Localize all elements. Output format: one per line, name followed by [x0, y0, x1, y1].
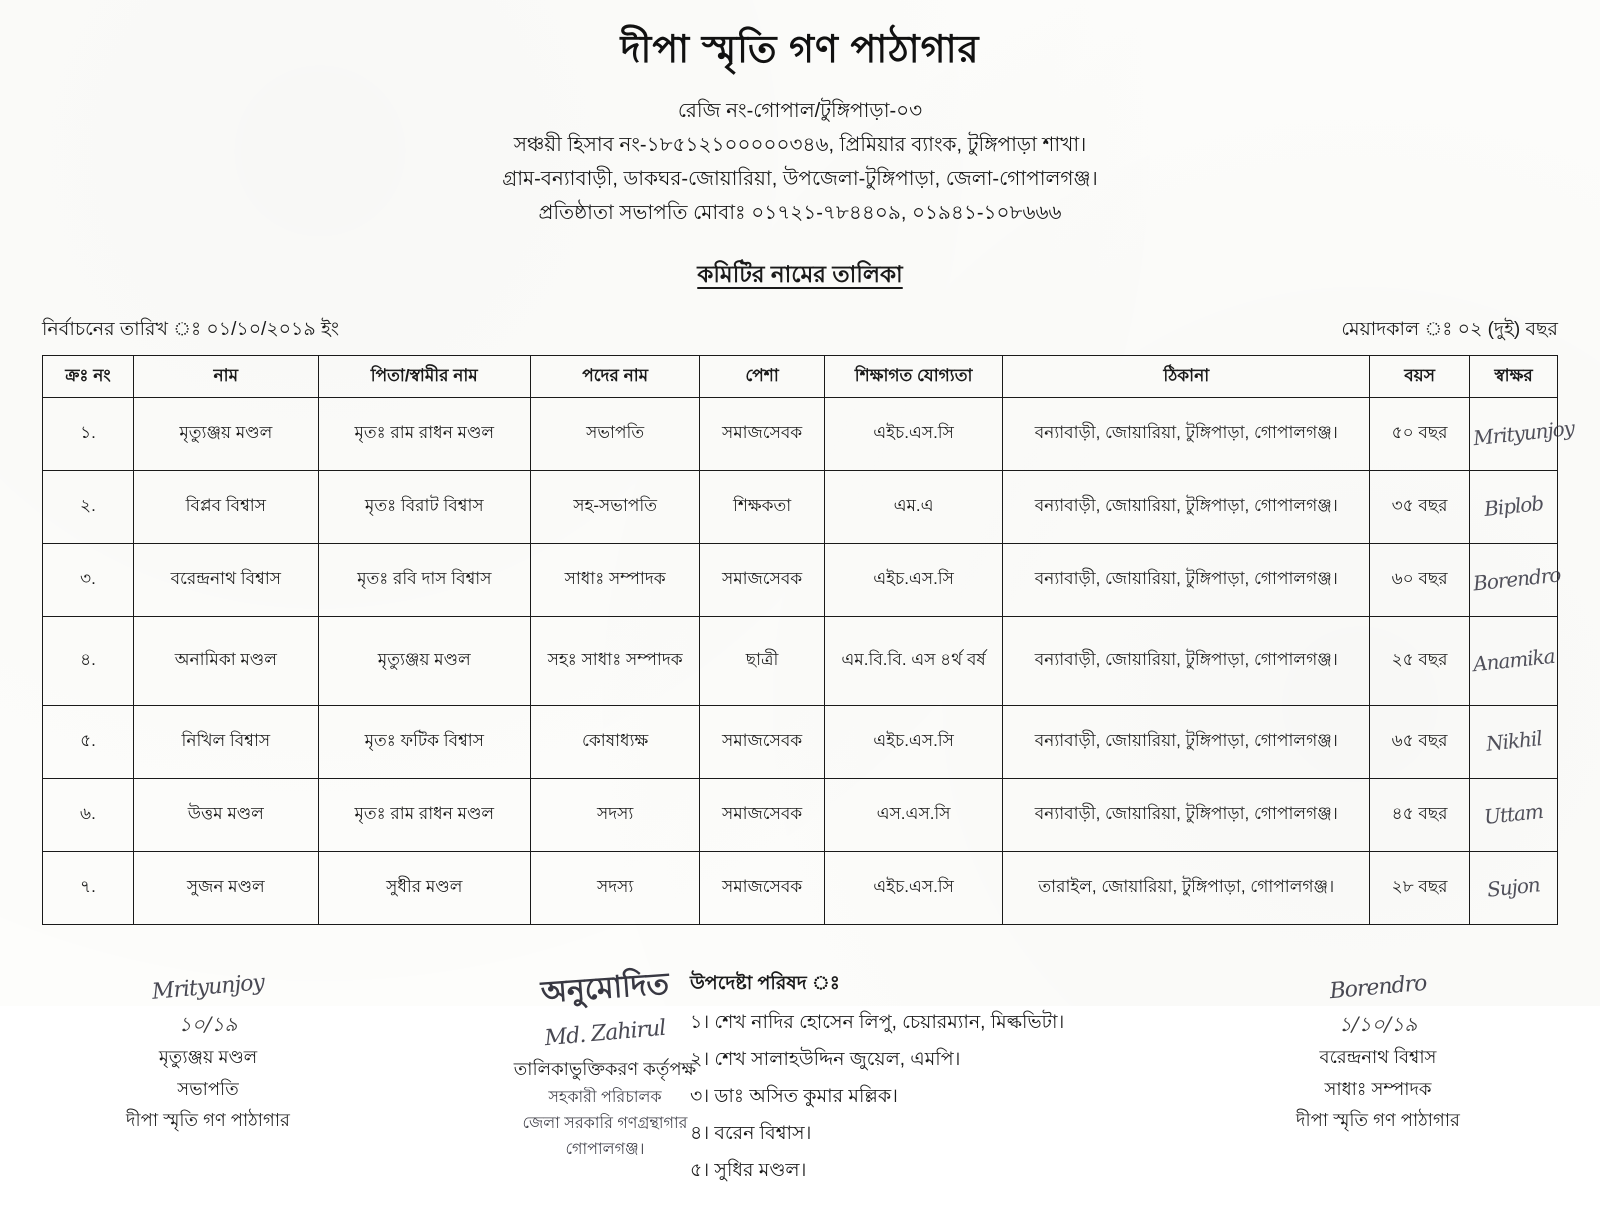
signature-ink: Borendro: [1472, 562, 1562, 596]
cell-name: বিপ্লব বিশ্বাস: [133, 470, 318, 543]
cell-post: সদস্য: [530, 778, 700, 851]
cell-education: এম.এ: [824, 470, 1003, 543]
cell-name: বরেন্দ্রনাথ বিশ্বাস: [133, 543, 318, 616]
table-header-row: [43, 356, 1558, 398]
president-signature-ink: Mrityunjoy: [150, 970, 265, 1005]
cell-address: বন্যাবাড়ী, জোয়ারিয়া, টুঙ্গিপাড়া, গোপালগঞ্জ।: [1003, 616, 1370, 705]
address-line: গ্রাম-বন্যাবাড়ী, ডাকঘর-জোয়ারিয়া, উপজেলা-টুঙ্গিপাড়া, জেলা-গোপালগঞ্জ।: [502, 168, 1098, 190]
column-header-age: বয়স: [1370, 356, 1470, 398]
secretary-signature-ink: Borendro: [1328, 970, 1428, 1005]
cell-father: মৃতঃ বিরাট বিশ্বাস: [318, 470, 530, 543]
advisor-item: ১। শেখ নাদির হোসেন লিপু, চেয়ারম্যান, মিল্কভিটা।: [690, 1011, 1065, 1033]
cell-age: ৬৫ বছর: [1370, 705, 1470, 778]
cell-serial: ৩.: [43, 543, 134, 616]
column-header-address: ঠিকানা: [1003, 356, 1370, 398]
cell-profession: সমাজসেবক: [700, 397, 824, 470]
advisory-council-block: [690, 965, 1064, 1189]
cell-age: ৬০ বছর: [1370, 543, 1470, 616]
cell-serial: ৬.: [43, 778, 134, 851]
election-date-label: নির্বাচনের তারিখ ঃ ০১/১০/২০১৯ ইং: [42, 319, 340, 340]
cell-name: উত্তম মণ্ডল: [133, 778, 318, 851]
cell-post: সাধাঃ সম্পাদক: [530, 543, 700, 616]
president-signature-block: [58, 969, 358, 1137]
cell-education: এইচ.এস.সি: [824, 851, 1003, 924]
table-row: [43, 778, 1558, 851]
cell-address: বন্যাবাড়ী, জোয়ারিয়া, টুঙ্গিপাড়া, গোপালগঞ্জ।: [1003, 543, 1370, 616]
signature-ink: Nikhil: [1484, 726, 1543, 757]
approval-stamp-line-1: সহকারী পরিচালক: [548, 1089, 662, 1107]
cell-education: এম.বি.বি. এস ৪র্থ বর্ষ: [824, 616, 1003, 705]
cell-age: ২৫ বছর: [1370, 616, 1470, 705]
advisor-item: ২। শেখ সালাহউদ্দিন জুয়েল, এমপি।: [690, 1049, 961, 1071]
cell-father: সুধীর মণ্ডল: [318, 851, 530, 924]
cell-post: সহ-সভাপতি: [530, 470, 700, 543]
approval-stamp-line-3: গোপালগঞ্জ।: [565, 1140, 645, 1158]
cell-profession: সমাজসেবক: [700, 851, 824, 924]
approving-officer-signature-ink: Md. Zahirul: [543, 1016, 667, 1052]
cell-post: কোষাধ্যক্ষ: [530, 705, 700, 778]
cell-signature: [1470, 851, 1558, 924]
signature-ink: Anamika: [1471, 644, 1556, 677]
cell-age: ৪৫ বছর: [1370, 778, 1470, 851]
cell-address: বন্যাবাড়ী, জোয়ারিয়া, টুঙ্গিপাড়া, গোপালগঞ্জ।: [1003, 470, 1370, 543]
table-row: [43, 851, 1558, 924]
cell-serial: ১.: [43, 397, 134, 470]
approved-stamp-text: অনুমোদিত: [539, 967, 671, 1010]
table-row: [43, 616, 1558, 705]
cell-signature: [1470, 616, 1558, 705]
cell-father: মৃতঃ রবি দাস বিশ্বাস: [318, 543, 530, 616]
cell-name: সুজন মণ্ডল: [133, 851, 318, 924]
document-footer: [0, 959, 1600, 1209]
cell-signature: [1470, 705, 1558, 778]
approval-stamp-line-2: জেলা সরকারি গণগ্রন্থাগার: [522, 1115, 688, 1133]
cell-post: সহঃ সাধাঃ সম্পাদক: [530, 616, 700, 705]
cell-father: মৃতঃ ফটিক বিশ্বাস: [318, 705, 530, 778]
bank-account-line: সঞ্চয়ী হিসাব নং-১৮৫১২১০০০০০৩৪৬, প্রিমিয়ার ব্যাংক, টুঙ্গিপাড়া শাখা।: [513, 134, 1087, 156]
contact-line: প্রতিষ্ঠাতা সভাপতি মোবাঃ ০১৭২১-৭৮৪৪০৯, ০১৯৪১-১০৮৬৬৬: [538, 202, 1062, 224]
table-row: [43, 705, 1558, 778]
cell-age: ৩৫ বছর: [1370, 470, 1470, 543]
cell-name: অনামিকা মণ্ডল: [133, 616, 318, 705]
president-organization: দীপা স্মৃতি গণ পাঠাগার: [126, 1110, 290, 1131]
president-signature-date: ১০/১৯: [178, 1012, 238, 1037]
cell-profession: শিক্ষকতা: [700, 470, 824, 543]
cell-signature: [1470, 543, 1562, 616]
column-header-post: পদের নাম: [530, 356, 700, 398]
table-row: [43, 470, 1558, 543]
cell-address: তারাইল, জোয়ারিয়া, টুঙ্গিপাড়া, গোপালগঞ্জ।: [1003, 851, 1370, 924]
cell-address: বন্যাবাড়ী, জোয়ারিয়া, টুঙ্গিপাড়া, গোপালগঞ্জ।: [1003, 778, 1370, 851]
advisor-item: ৩। ডাঃ অসিত কুমার মল্লিক।: [690, 1086, 898, 1108]
secretary-name: বরেন্দ্রনাথ বিশ্বাস: [1319, 1047, 1437, 1068]
term-duration-label: মেয়াদকাল ঃ ০২ (দুই) বছর: [1341, 319, 1558, 340]
cell-signature: [1470, 397, 1576, 470]
committee-list-heading: কমিটির নামের তালিকা: [697, 261, 903, 287]
cell-serial: ৪.: [43, 616, 134, 705]
cell-father: মৃতঃ রাম রাধন মণ্ডল: [318, 397, 530, 470]
cell-profession: সমাজসেবক: [700, 543, 824, 616]
signature-ink: Mrityunjoy: [1472, 416, 1576, 451]
cell-address: বন্যাবাড়ী, জোয়ারিয়া, টুঙ্গিপাড়া, গোপালগঞ্জ।: [1003, 705, 1370, 778]
cell-profession: ছাত্রী: [700, 616, 824, 705]
advisor-item: ৫। সুধির মণ্ডল।: [690, 1160, 807, 1182]
cell-education: এস.এস.সি: [824, 778, 1003, 851]
secretary-signature-date: ১/১০/১৯: [1338, 1012, 1418, 1037]
committee-table: [42, 355, 1576, 925]
cell-address: বন্যাবাড়ী, জোয়ারিয়া, টুঙ্গিপাড়া, গোপালগঞ্জ।: [1003, 397, 1370, 470]
cell-father: মৃত্যুঞ্জয় মণ্ডল: [318, 616, 530, 705]
cell-post: সদস্য: [530, 851, 700, 924]
column-header-father: পিতা/স্বামীর নাম: [318, 356, 530, 398]
cell-age: ২৮ বছর: [1370, 851, 1470, 924]
president-post: সভাপতি: [177, 1078, 239, 1099]
cell-profession: সমাজসেবক: [700, 778, 824, 851]
cell-education: এইচ.এস.সি: [824, 705, 1003, 778]
president-name: মৃত্যুঞ্জয় মণ্ডল: [158, 1047, 258, 1068]
secretary-organization: দীপা স্মৃতি গণ পাঠাগার: [1296, 1110, 1460, 1131]
organization-title: দীপা স্মৃতি গণ পাঠাগার: [620, 29, 980, 71]
advisory-council-title: উপদেষ্টা পরিষদ ঃ: [690, 972, 840, 994]
cell-name: মৃত্যুঞ্জয় মণ্ডল: [133, 397, 318, 470]
cell-education: এইচ.এস.সি: [824, 543, 1003, 616]
column-header-profession: পেশা: [700, 356, 824, 398]
meta-row: [42, 315, 1558, 347]
cell-name: নিখিল বিশ্বাস: [133, 705, 318, 778]
column-header-name: নাম: [133, 356, 318, 398]
column-header-education: শিক্ষাগত যোগ্যতা: [824, 356, 1003, 398]
secretary-post: সাধাঃ সম্পাদক: [1324, 1078, 1432, 1099]
cell-signature: [1470, 778, 1558, 851]
cell-father: মৃতঃ রাম রাধন মণ্ডল: [318, 778, 530, 851]
table-row: [43, 397, 1558, 470]
signature-ink: Biplob: [1482, 491, 1545, 522]
table-row: [43, 543, 1558, 616]
cell-serial: ৭.: [43, 851, 134, 924]
column-header-serial: ক্রঃ নং: [43, 356, 134, 398]
signature-ink: Sujon: [1486, 872, 1541, 903]
header-info-block: [0, 94, 1600, 230]
approval-authority-label: তালিকাভুক্তিকরণ কর্তৃপক্ষ: [513, 1058, 697, 1079]
advisor-item: ৪। বরেন বিশ্বাস।: [690, 1123, 812, 1145]
cell-signature: [1470, 470, 1558, 543]
cell-education: এইচ.এস.সি: [824, 397, 1003, 470]
signature-ink: Uttam: [1482, 799, 1544, 830]
cell-serial: ২.: [43, 470, 134, 543]
cell-age: ৫০ বছর: [1370, 397, 1470, 470]
cell-profession: সমাজসেবক: [700, 705, 824, 778]
registration-line: রেজি নং-গোপাল/টুঙ্গিপাড়া-০৩: [677, 100, 923, 122]
secretary-signature-block: [1218, 969, 1538, 1137]
column-header-signature: স্বাক্ষর: [1470, 356, 1558, 398]
cell-post: সভাপতি: [530, 397, 700, 470]
cell-serial: ৫.: [43, 705, 134, 778]
